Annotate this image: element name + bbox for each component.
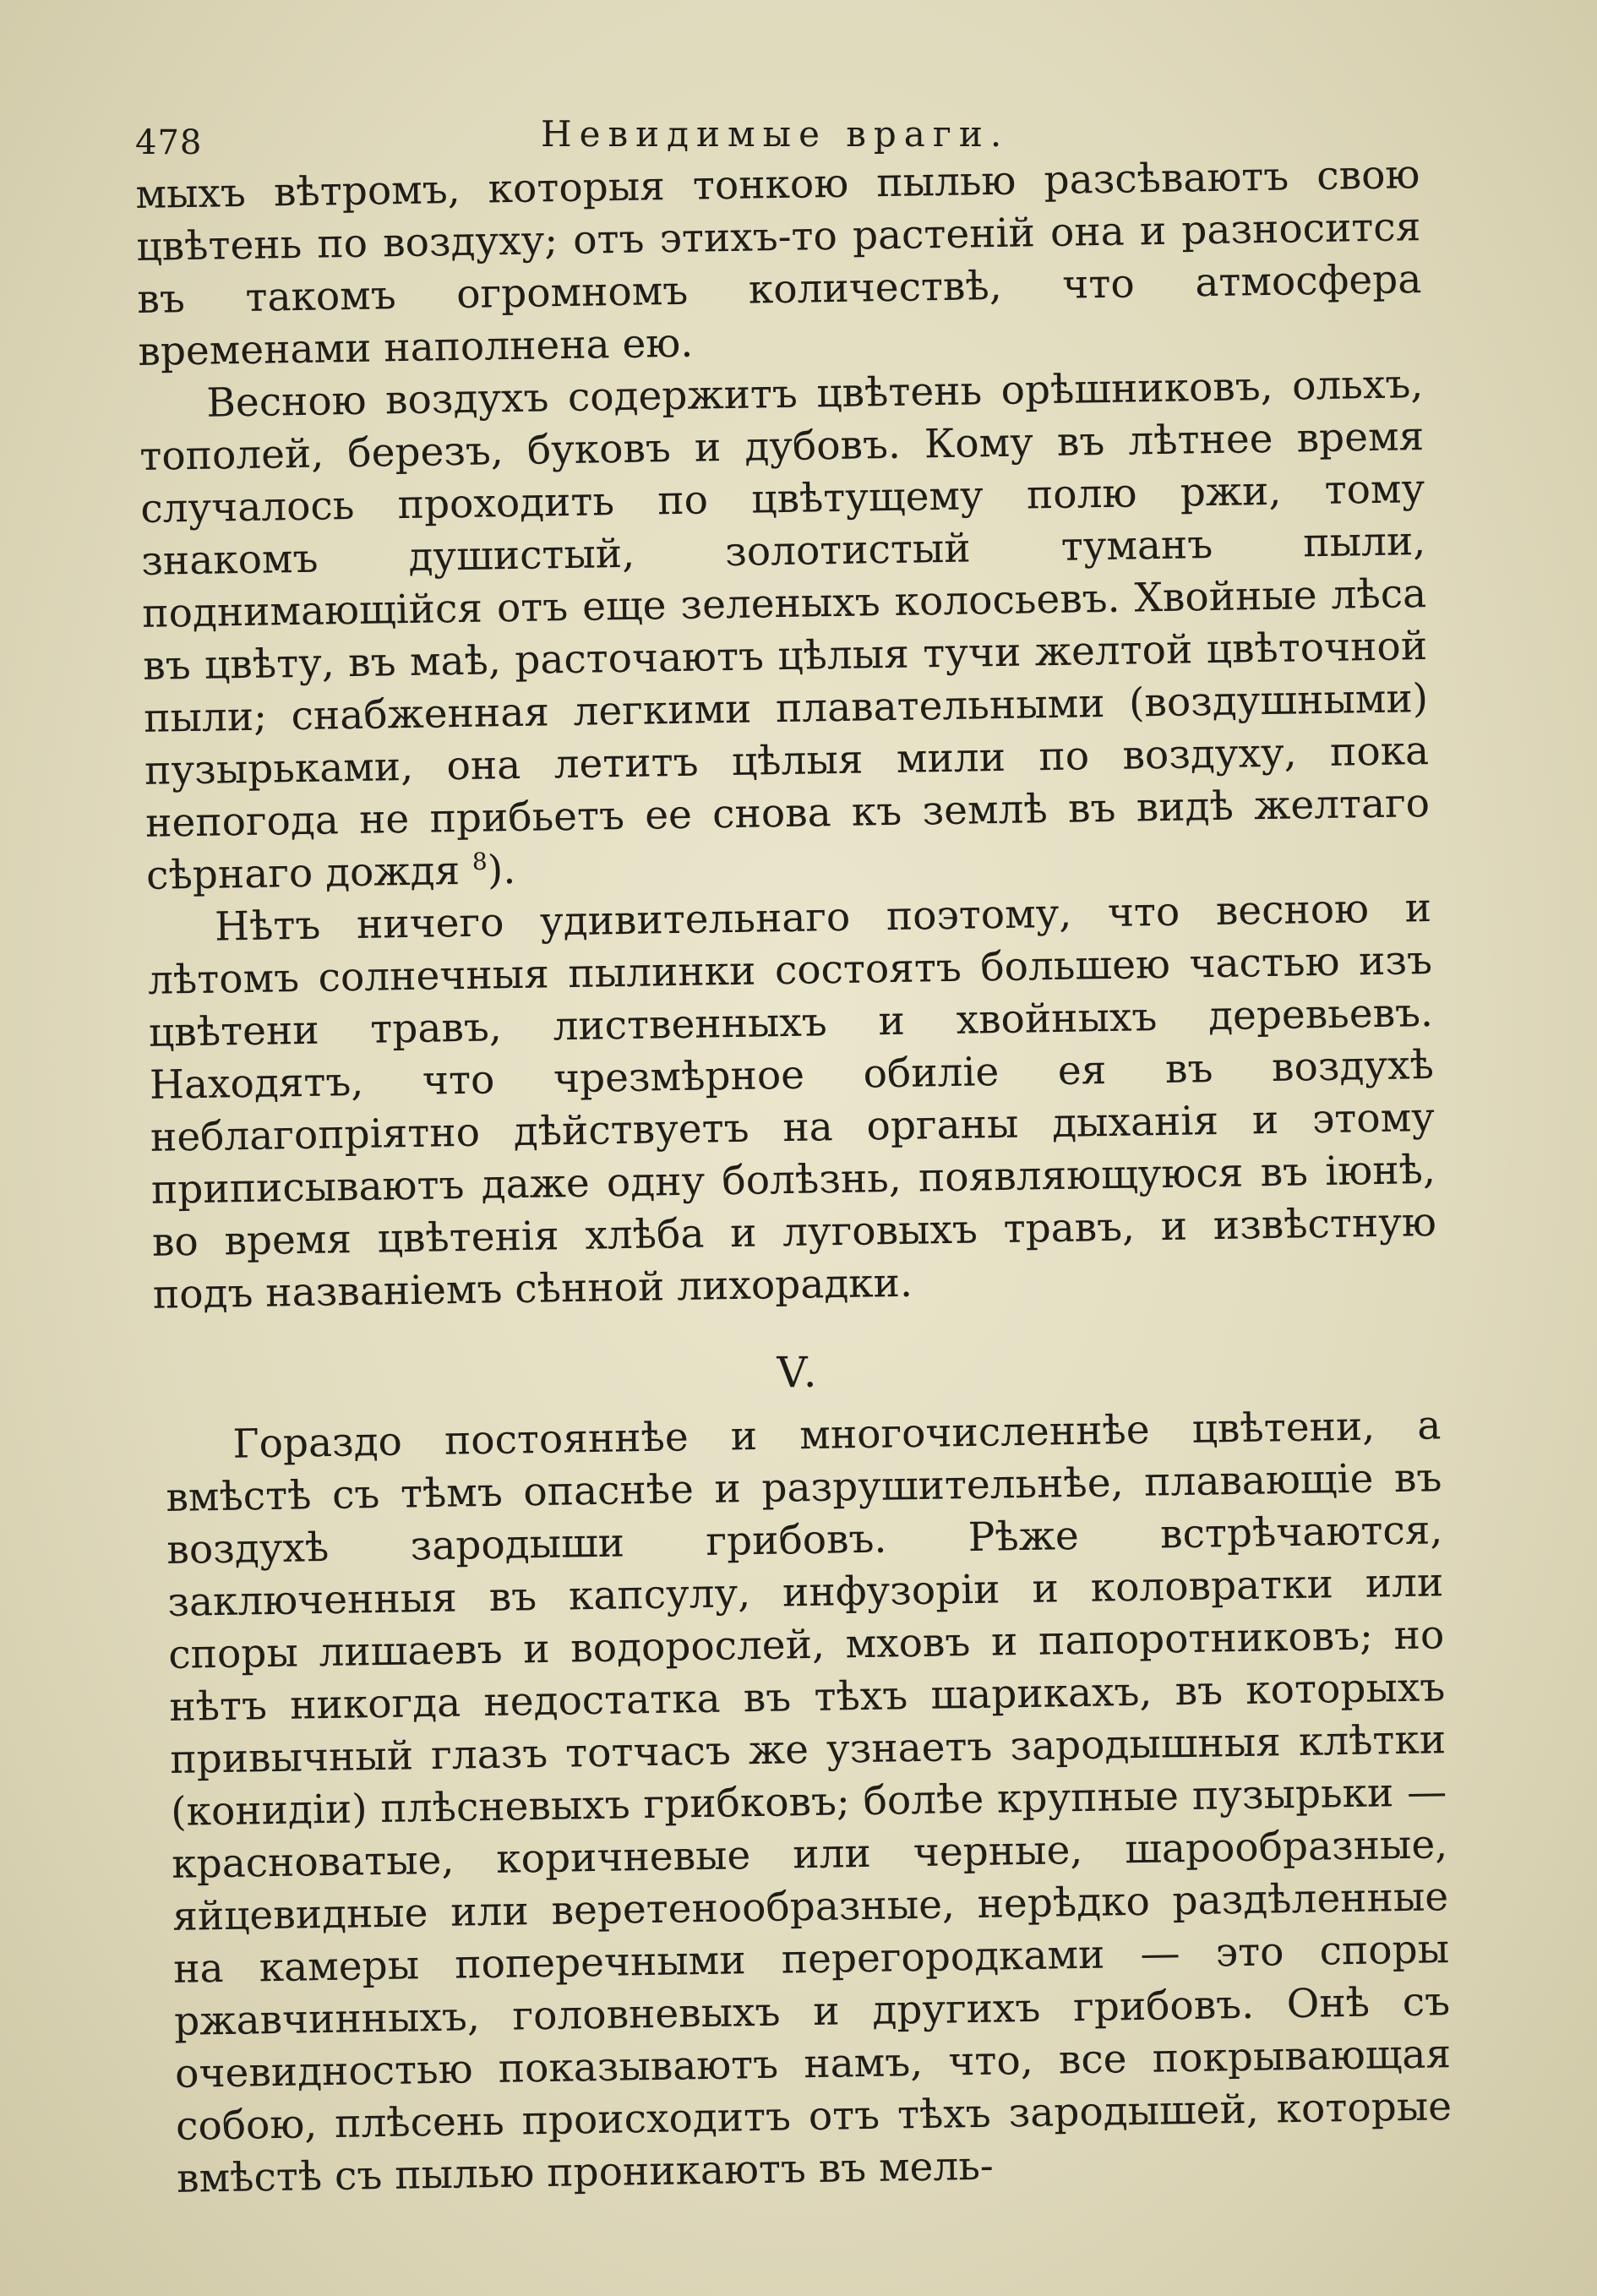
paragraph <box>139 358 1431 903</box>
footnote-marker: 8 <box>471 847 488 876</box>
page-number: 478 <box>135 123 203 162</box>
paragraph-text: Весною воздухъ содержитъ цвѣтень орѣшниковъ, ольхъ, тополей, березъ, буковъ и дубовъ. Кому въ лѣтнее время случалось проходить по цвѣтущему полю ржи, тому знакомъ душистый, золотистый туманъ пыли, поднимающійся отъ еще зеленыхъ колосьевъ. Хвойные лѣса въ цвѣту, въ маѣ, расточаютъ цѣлыя тучи желтой цвѣточной пыли; снабженная легкими плавательными (воздушными) пузырьками, она летитъ цѣлыя мили по воздуху, пока непогода не прибьетъ ее снова къ землѣ въ видѣ желтаго сѣрнаго дождя <box>139 361 1431 899</box>
section-heading: V. <box>777 1348 820 1397</box>
running-title: Невидимые враги. <box>541 113 1010 155</box>
paragraph: Гораздо постояннѣе и многочисленнѣе цвѣтени, а вмѣстѣ съ тѣмъ опаснѣе и разрушительнѣе, плавающіе въ воздухѣ зародыши грибовъ. Рѣже встрѣчаются, заключенныя въ капсулу, инфузоріи и коловратки или споры лишаевъ и водорослей, мховъ и папоротниковъ; но нѣтъ никогда недостатка въ тѣхъ шарикахъ, въ которыхъ привычный глазъ тотчасъ же узнаетъ зародышныя клѣтки (конидіи) плѣсневыхъ грибковъ; болѣе крупные пузырьки — красноватые, коричневые или черные, шарообразные, яйцевидные или веретенообразные, нерѣдко раздѣленные на камеры поперечными перегородками — это споры ржавчинныхъ, головневыхъ и другихъ грибовъ. Онѣ съ очевидностью показываютъ намъ, что, все покрывающая собою, плѣсень происходитъ отъ тѣхъ зародышей, которые вмѣстѣ съ пылью проникаютъ въ мель- <box>166 1402 1453 2202</box>
footnote-trailer: ). <box>487 847 516 894</box>
text-block-before-section <box>135 149 1437 1322</box>
text-block-after-section <box>165 1399 1453 2206</box>
paragraph: Нѣтъ ничего удивительнаго поэтому, что весною и лѣтомъ солнечныя пылинки состоятъ большею частью изъ цвѣтени травъ, лиственныхъ и хвойныхъ деревьевъ. Находятъ, что чрезмѣрное обиліе ея въ воздухѣ неблагопріятно дѣйствуетъ на органы дыханія и этому приписываютъ даже одну болѣзнь, появляющуюся въ іюнѣ, во время цвѣтенія хлѣба и луговыхъ травъ, и извѣстную подъ названіемъ сѣнной лихорадки. <box>147 885 1437 1318</box>
paragraph: мыхъ вѣтромъ, которыя тонкою пылью разсѣваютъ свою цвѣтень по воздуху; отъ этихъ-то растеній она и разносится въ такомъ огромномъ количествѣ, что атмосфера временами наполнена ею. <box>135 151 1422 375</box>
